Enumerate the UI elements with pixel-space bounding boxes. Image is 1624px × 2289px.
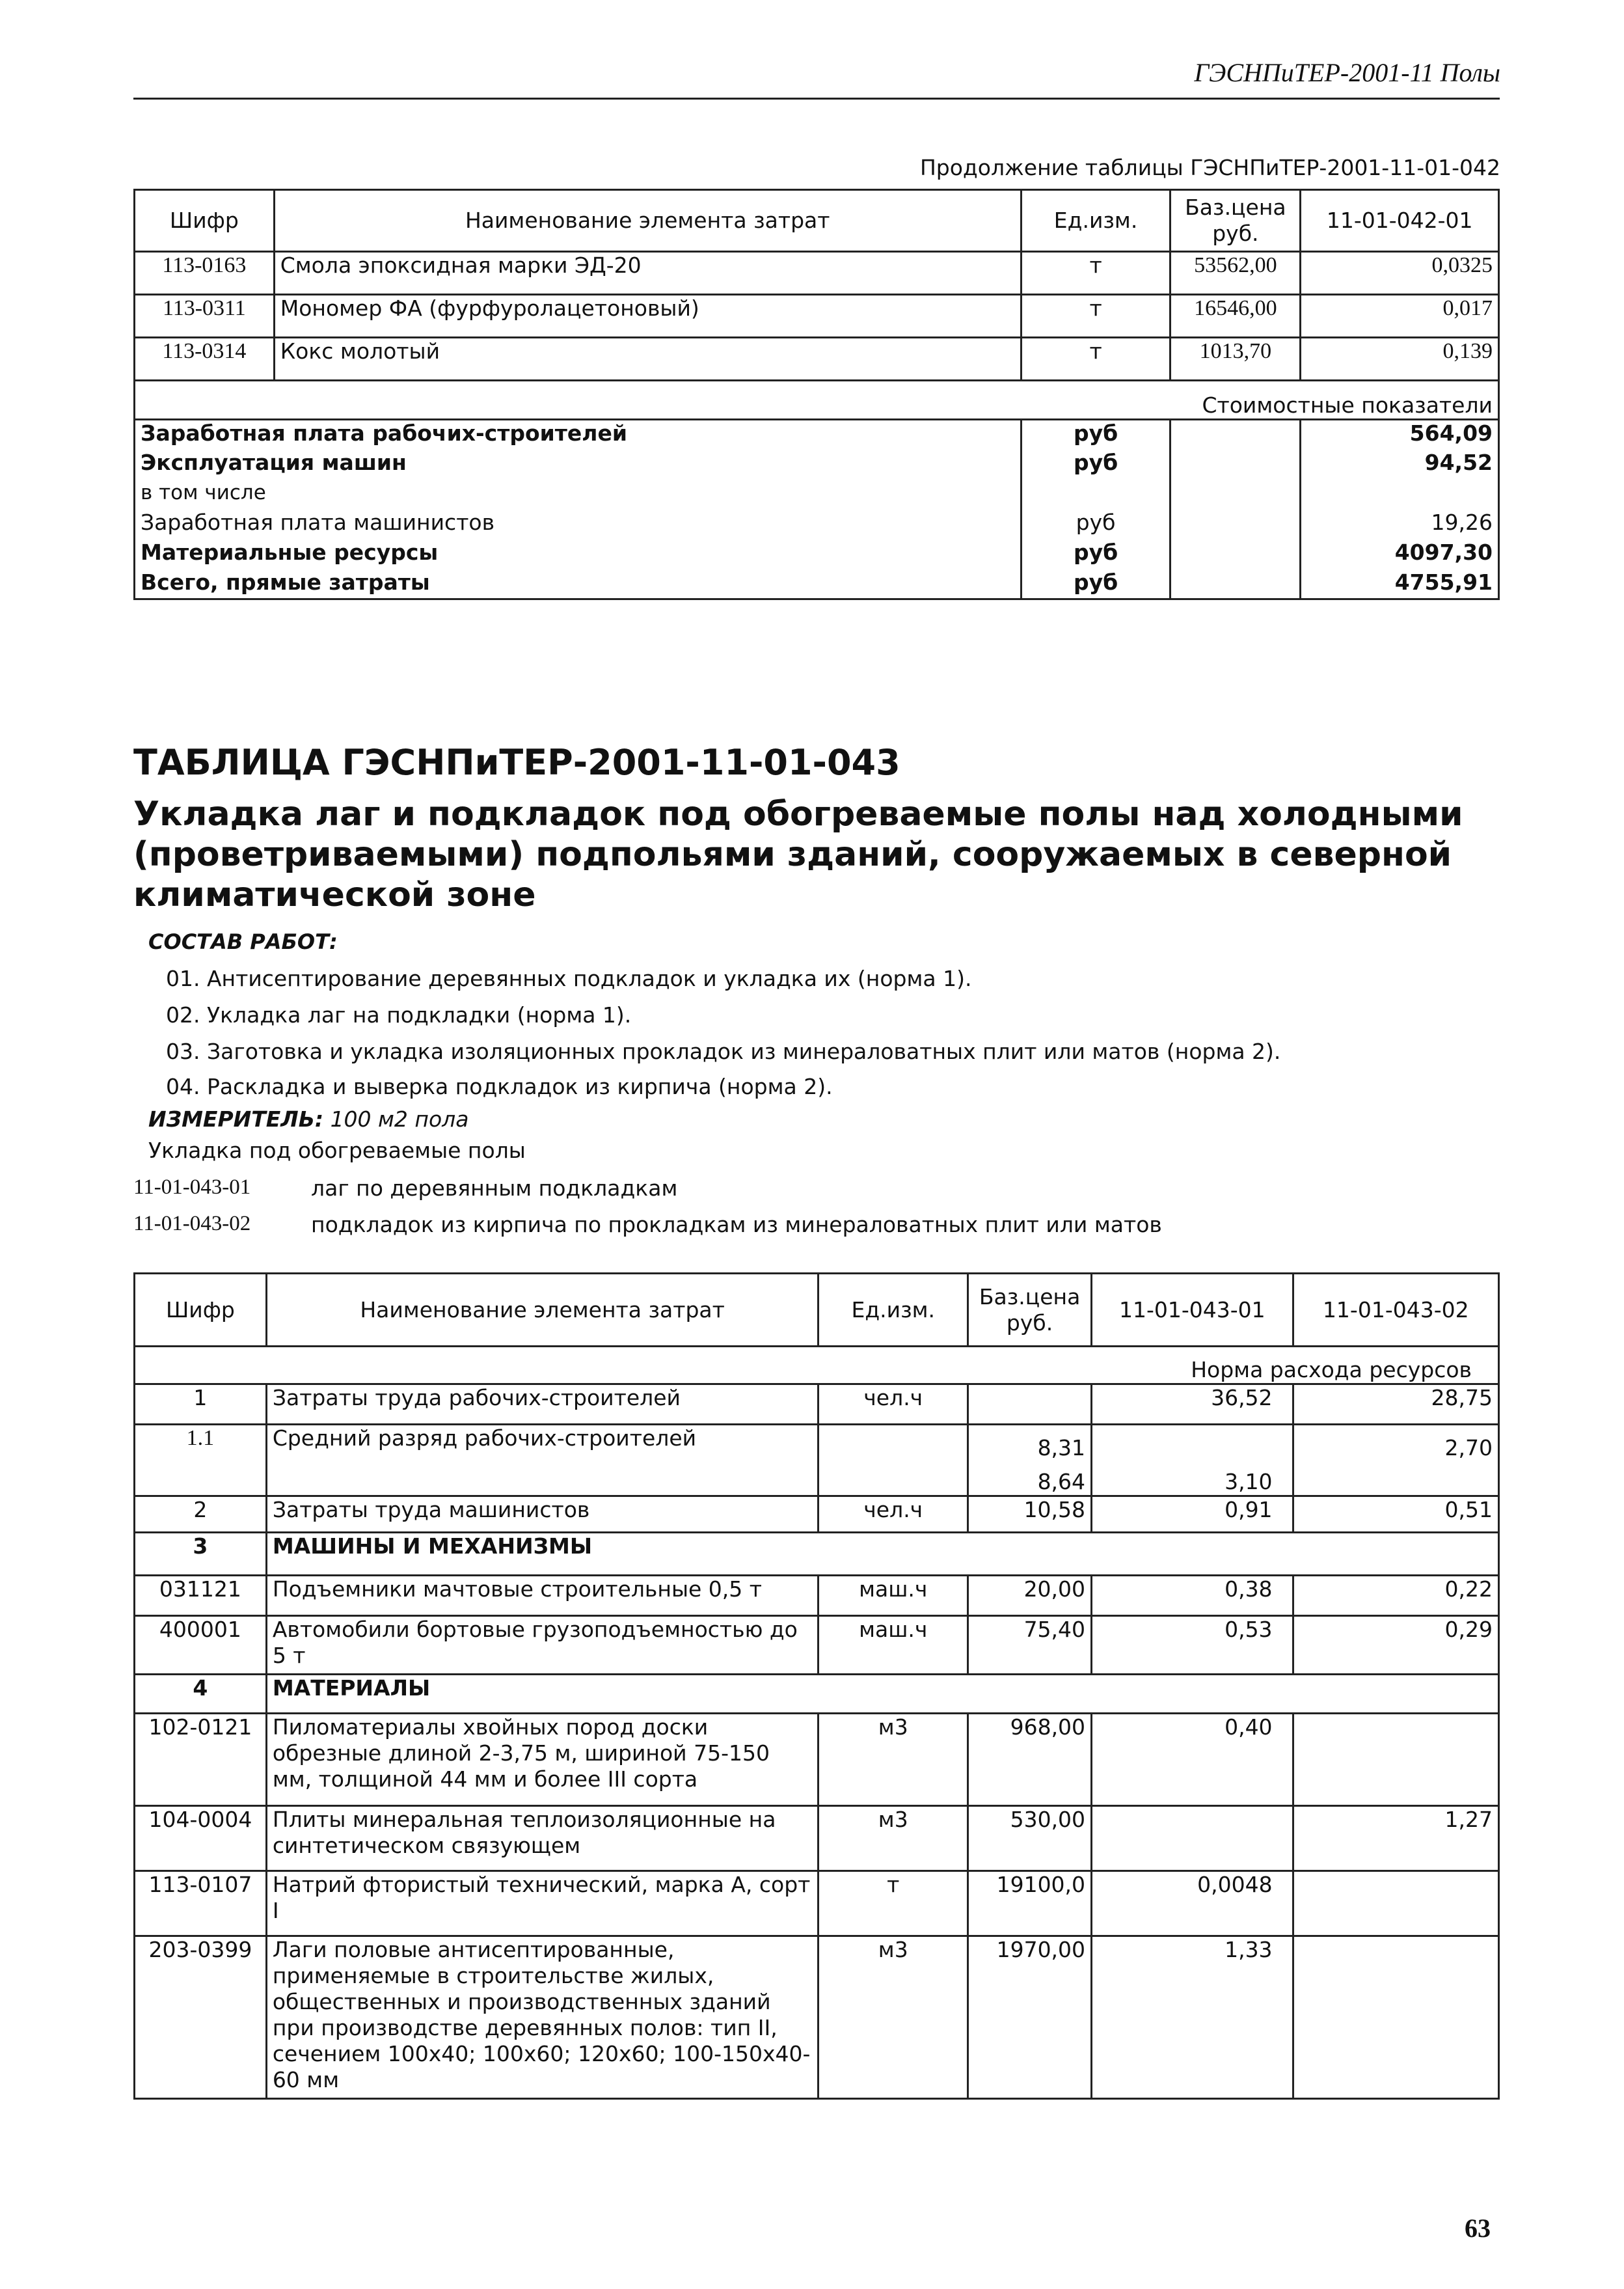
row-name: Плиты минеральная теплоизоляционные на синтетическом связующем bbox=[266, 1806, 819, 1871]
work-item: 02. Укладка лаг на подкладки (норма 1). bbox=[166, 1002, 632, 1028]
norm-code: 11-01-043-02 bbox=[133, 1212, 251, 1235]
cost-header: Стоимостные показатели bbox=[135, 381, 1499, 420]
cost-unit: руб bbox=[1021, 450, 1171, 480]
row-norm-1 bbox=[1092, 1806, 1293, 1871]
col-header-norm-1: 11-01-043-01 bbox=[1092, 1274, 1293, 1347]
row-name: Лаги половые антисептированные, применяемые в строительстве жилых, общественных и производственных зданий при производстве деревянных полов: тип II, сечением 100х40; 100х60; 120х60; 100-150х40-60 мм bbox=[266, 1936, 819, 2099]
row-name bbox=[266, 1461, 819, 1496]
row-price: 16546,00 bbox=[1171, 295, 1301, 338]
row-norm-1 bbox=[1092, 1425, 1293, 1461]
row-price: 968,00 bbox=[968, 1714, 1092, 1806]
table-row bbox=[135, 1616, 1499, 1675]
cost-unit bbox=[1021, 480, 1171, 510]
table-row bbox=[135, 1871, 1499, 1936]
row-name: Затраты труда рабочих-строителей bbox=[266, 1384, 819, 1425]
table-header-row bbox=[135, 1274, 1499, 1347]
cost-value bbox=[1301, 480, 1499, 510]
row-code: 113-0311 bbox=[135, 295, 275, 338]
row-code: 203-0399 bbox=[135, 1936, 267, 2099]
section-row bbox=[135, 1533, 1499, 1576]
norm-code: 11-01-043-01 bbox=[133, 1175, 251, 1199]
cost-blank bbox=[1171, 450, 1301, 480]
work-item: 03. Заготовка и укладка изоляционных прокладок из минераловатных плит или матов (норма 2). bbox=[166, 1039, 1281, 1064]
cost-value: 564,09 bbox=[1301, 420, 1499, 450]
row-price: 8,64 bbox=[968, 1461, 1092, 1496]
cost-label: Заработная плата машинистов bbox=[135, 510, 1022, 540]
row-unit: маш.ч bbox=[819, 1576, 968, 1616]
row-norm-2: 0,51 bbox=[1293, 1496, 1498, 1533]
row-norm-2 bbox=[1293, 1714, 1498, 1806]
row-norm-1: 0,0048 bbox=[1092, 1871, 1293, 1936]
table-row bbox=[135, 1384, 1499, 1425]
cost-label: Эксплуатация машин bbox=[135, 450, 1022, 480]
table-row bbox=[135, 338, 1499, 381]
cost-blank bbox=[1171, 480, 1301, 510]
section-label: МАТЕРИАЛЫ bbox=[266, 1675, 1498, 1714]
row-unit: т bbox=[1021, 252, 1171, 295]
row-norm-2: 0,22 bbox=[1293, 1576, 1498, 1616]
row-name: Подъемники мачтовые строительные 0,5 т bbox=[266, 1576, 819, 1616]
row-value: 0,0325 bbox=[1301, 252, 1499, 295]
col-header-code: Шифр bbox=[135, 1274, 267, 1347]
cost-blank bbox=[1171, 569, 1301, 599]
col-header-name: Наименование элемента затрат bbox=[274, 190, 1021, 252]
table-header-row bbox=[135, 190, 1499, 252]
row-norm-1: 0,91 bbox=[1092, 1496, 1293, 1533]
col-header-name: Наименование элемента затрат bbox=[266, 1274, 819, 1347]
row-unit: м3 bbox=[819, 1806, 968, 1871]
table-row bbox=[135, 1714, 1499, 1806]
row-price: 1013,70 bbox=[1171, 338, 1301, 381]
row-unit: м3 bbox=[819, 1714, 968, 1806]
row-unit: чел.ч bbox=[819, 1384, 968, 1425]
cost-unit: руб bbox=[1021, 510, 1171, 540]
row-name: Затраты труда машинистов bbox=[266, 1496, 819, 1533]
row-norm-1: 36,52 bbox=[1092, 1384, 1293, 1425]
cost-unit: руб bbox=[1021, 540, 1171, 569]
row-unit: м3 bbox=[819, 1936, 968, 2099]
row-unit: маш.ч bbox=[819, 1616, 968, 1675]
continuation-caption: Продолжение таблицы ГЭСНПиТЕР-2001-11-01-042 bbox=[919, 155, 1500, 180]
cost-row bbox=[135, 480, 1499, 510]
norm-name: лаг по деревянным подкладкам bbox=[311, 1175, 678, 1201]
cost-row bbox=[135, 569, 1499, 599]
row-unit bbox=[819, 1461, 968, 1496]
row-code: 1 bbox=[135, 1384, 267, 1425]
header-rule bbox=[133, 98, 1500, 100]
row-value: 0,017 bbox=[1301, 295, 1499, 338]
row-norm-2: 1,27 bbox=[1293, 1806, 1498, 1871]
row-norm-1: 3,10 bbox=[1092, 1461, 1293, 1496]
running-header: ГЭСНПиТЕР-2001-11 Полы bbox=[1194, 58, 1500, 87]
row-norm-1: 0,38 bbox=[1092, 1576, 1293, 1616]
col-header-norm: 11-01-042-01 bbox=[1301, 190, 1499, 252]
row-price: 19100,0 bbox=[968, 1871, 1092, 1936]
cost-row bbox=[135, 420, 1499, 450]
cost-value: 4755,91 bbox=[1301, 569, 1499, 599]
resource-table-042 bbox=[133, 189, 1500, 600]
table-row bbox=[135, 1425, 1499, 1461]
row-norm-2 bbox=[1293, 1871, 1498, 1936]
row-name: Натрий фтористый технический, марка А, сорт I bbox=[266, 1871, 819, 1936]
row-norm-2: 0,29 bbox=[1293, 1616, 1498, 1675]
row-code: 113-0163 bbox=[135, 252, 275, 295]
measure-line bbox=[148, 1106, 469, 1132]
cost-label: Всего, прямые затраты bbox=[135, 569, 1022, 599]
row-name: Автомобили бортовые грузоподъемностью до 5 т bbox=[266, 1616, 819, 1675]
row-code: 4 bbox=[135, 1675, 267, 1714]
cost-value: 94,52 bbox=[1301, 450, 1499, 480]
cost-row bbox=[135, 540, 1499, 569]
cost-unit: руб bbox=[1021, 420, 1171, 450]
col-header-price: Баз.цена руб. bbox=[968, 1274, 1092, 1347]
table-row bbox=[135, 252, 1499, 295]
norm-header: Норма расхода ресурсов bbox=[135, 1347, 1499, 1384]
section-label: МАШИНЫ И МЕХАНИЗМЫ bbox=[266, 1533, 1498, 1576]
page-number: 63 bbox=[1465, 2214, 1491, 2243]
table-row bbox=[135, 1496, 1499, 1533]
table-subtitle: Укладка лаг и подкладок под обогреваемые полы над холодными (проветриваемыми) подпольями зданий, сооружаемых в северной климатической зоне bbox=[133, 795, 1463, 914]
cost-header-row bbox=[135, 381, 1499, 420]
row-price: 20,00 bbox=[968, 1576, 1092, 1616]
cost-row bbox=[135, 450, 1499, 480]
cost-blank bbox=[1171, 510, 1301, 540]
table-row bbox=[135, 295, 1499, 338]
row-name: Пиломатериалы хвойных пород доски обрезные длиной 2-3,75 м, шириной 75-150 мм, толщиной 44 мм и более III сорта bbox=[266, 1714, 819, 1806]
cost-label: Материальные ресурсы bbox=[135, 540, 1022, 569]
table-row bbox=[135, 1936, 1499, 2099]
work-item: 04. Раскладка и выверка подкладок из кирпича (норма 2). bbox=[166, 1074, 833, 1099]
row-price: 10,58 bbox=[968, 1496, 1092, 1533]
row-norm-2 bbox=[1293, 1461, 1498, 1496]
row-unit bbox=[819, 1425, 968, 1461]
row-price: 530,00 bbox=[968, 1806, 1092, 1871]
row-norm-1: 0,53 bbox=[1092, 1616, 1293, 1675]
cost-value: 4097,30 bbox=[1301, 540, 1499, 569]
table-row bbox=[135, 1461, 1499, 1496]
row-value: 0,139 bbox=[1301, 338, 1499, 381]
row-code: 113-0107 bbox=[135, 1871, 267, 1936]
row-code: 3 bbox=[135, 1533, 267, 1576]
cost-blank bbox=[1171, 420, 1301, 450]
row-price: 53562,00 bbox=[1171, 252, 1301, 295]
row-code: 1.1 bbox=[135, 1425, 267, 1461]
cost-label: Заработная плата рабочих-строителей bbox=[135, 420, 1022, 450]
row-code: 031121 bbox=[135, 1576, 267, 1616]
row-unit: т bbox=[1021, 295, 1171, 338]
row-name: Смола эпоксидная марки ЭД-20 bbox=[274, 252, 1021, 295]
work-composition-heading: СОСТАВ РАБОТ: bbox=[148, 929, 338, 954]
cost-row bbox=[135, 510, 1499, 540]
row-code: 113-0314 bbox=[135, 338, 275, 381]
row-code: 2 bbox=[135, 1496, 267, 1533]
row-unit: чел.ч bbox=[819, 1496, 968, 1533]
measure-label: ИЗМЕРИТЕЛЬ: bbox=[148, 1106, 324, 1132]
work-item: 01. Антисептирование деревянных подкладок и укладка их (норма 1). bbox=[166, 966, 972, 991]
row-name: Мономер ФА (фурфуролацетоновый) bbox=[274, 295, 1021, 338]
row-norm-2: 28,75 bbox=[1293, 1384, 1498, 1425]
measure-value: 100 м2 пола bbox=[330, 1106, 469, 1132]
table-row bbox=[135, 1806, 1499, 1871]
row-name: Кокс молотый bbox=[274, 338, 1021, 381]
norm-header-row bbox=[135, 1347, 1499, 1384]
row-norm-2: 2,70 bbox=[1293, 1425, 1498, 1461]
row-price: 8,31 bbox=[968, 1425, 1092, 1461]
section-row bbox=[135, 1675, 1499, 1714]
row-unit: т bbox=[1021, 338, 1171, 381]
resource-table-043 bbox=[133, 1272, 1500, 2100]
sub-heading: Укладка под обогреваемые полы bbox=[148, 1138, 526, 1163]
col-header-price: Баз.цена руб. bbox=[1171, 190, 1301, 252]
col-header-unit: Ед.изм. bbox=[819, 1274, 968, 1347]
row-norm-2 bbox=[1293, 1936, 1498, 2099]
row-norm-1: 0,40 bbox=[1092, 1714, 1293, 1806]
row-code: 104-0004 bbox=[135, 1806, 267, 1871]
cost-value: 19,26 bbox=[1301, 510, 1499, 540]
row-code: 102-0121 bbox=[135, 1714, 267, 1806]
row-code bbox=[135, 1461, 267, 1496]
col-header-unit: Ед.изм. bbox=[1021, 190, 1171, 252]
col-header-code: Шифр bbox=[135, 190, 275, 252]
table-row bbox=[135, 1576, 1499, 1616]
col-header-norm-2: 11-01-043-02 bbox=[1293, 1274, 1498, 1347]
row-name: Средний разряд рабочих-строителей bbox=[266, 1425, 819, 1461]
row-price bbox=[968, 1384, 1092, 1425]
row-unit: т bbox=[819, 1871, 968, 1936]
table-title: ТАБЛИЦА ГЭСНПиТЕР-2001-11-01-043 bbox=[133, 742, 900, 783]
row-norm-1: 1,33 bbox=[1092, 1936, 1293, 2099]
cost-unit: руб bbox=[1021, 569, 1171, 599]
norm-name: подкладок из кирпича по прокладкам из минераловатных плит или матов bbox=[311, 1212, 1162, 1237]
cost-blank bbox=[1171, 540, 1301, 569]
row-price: 1970,00 bbox=[968, 1936, 1092, 2099]
cost-label: в том числе bbox=[135, 480, 1022, 510]
row-price: 75,40 bbox=[968, 1616, 1092, 1675]
row-code: 400001 bbox=[135, 1616, 267, 1675]
